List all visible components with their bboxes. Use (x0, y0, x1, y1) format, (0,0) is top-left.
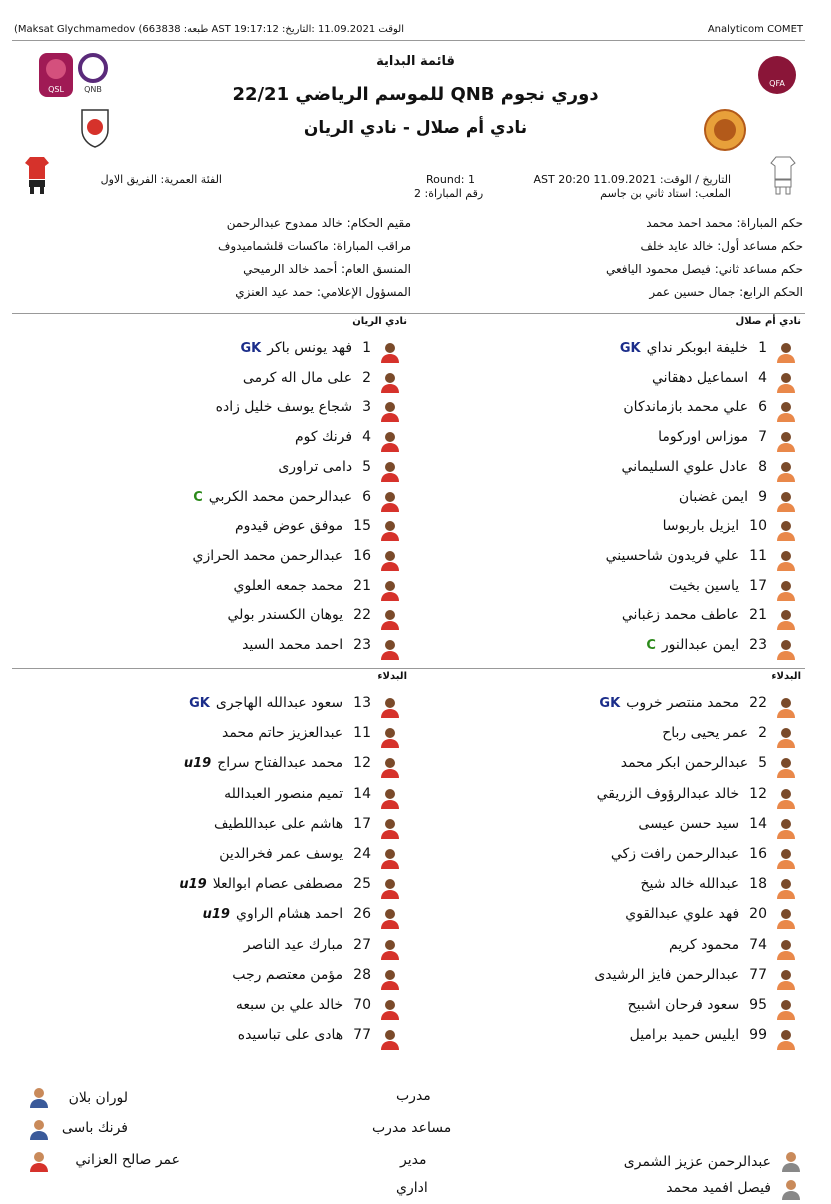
player-entry (234, 578, 371, 594)
player-avatar-icon (379, 998, 401, 1020)
player-number: 12 (749, 785, 767, 802)
player-row (0, 722, 831, 752)
player-tag: GK (189, 696, 210, 711)
player-entry (236, 997, 371, 1013)
player-entry (244, 937, 371, 953)
player-row (0, 634, 831, 664)
player-avatar-icon (379, 371, 401, 393)
player-entry (189, 695, 371, 711)
player-entry (224, 786, 371, 802)
match-venue: الملعب: استاد ثاني بن جاسم (600, 187, 731, 200)
player-row (0, 873, 831, 903)
player-number: 16 (353, 547, 371, 564)
player-number: 4 (758, 369, 767, 386)
player-number: 23 (353, 637, 371, 653)
home-kit-icon (770, 155, 796, 195)
player-avatar-icon (379, 608, 401, 630)
player-number: 20 (749, 906, 767, 923)
player-number: 1 (758, 340, 767, 356)
qsl-logo-text: QSL (48, 85, 64, 94)
staff-name: عمر صالح العزاني (75, 1152, 180, 1168)
qnb-logo-text: QNB (84, 85, 102, 94)
match-round: Round: 1 (426, 173, 476, 186)
top-divider (12, 40, 805, 41)
player-entry (214, 816, 371, 832)
player-name: احمد محمد السيد (242, 637, 344, 653)
qfa-logo-text: QFA (769, 79, 785, 88)
player-name: مؤمن معتصم رجب (232, 966, 344, 983)
player-name: موفق عوض قيدوم (234, 518, 344, 535)
player-number: 70 (353, 997, 371, 1013)
player-name: فهد يونس باكر (267, 340, 353, 356)
subs-divider (12, 668, 805, 669)
player-entry (232, 967, 371, 983)
player-name: موزاس اوركوما (658, 429, 749, 446)
player-name: خليفة ابوبكر نداي (646, 340, 749, 356)
player-name: سعود فرحان اشبيح (627, 997, 740, 1013)
player-avatar-icon (379, 1028, 401, 1050)
player-number: 22 (353, 607, 371, 624)
official-entry: مقيم الحكام: خالد ممدوح عبدالرحمن (226, 216, 411, 230)
player-number: 11 (353, 725, 371, 742)
player-name: محمود كريم (669, 936, 740, 953)
player-avatar-icon (379, 726, 401, 748)
player-avatar-icon (379, 400, 401, 422)
player-name: فرنك كوم (294, 429, 353, 446)
player-avatar-icon (379, 549, 401, 571)
away-kit-icon (24, 155, 50, 195)
player-row (0, 813, 831, 843)
player-number: 95 (749, 997, 767, 1013)
staff-role: مساعد مدرب (372, 1120, 452, 1136)
player-number: 77 (353, 1027, 371, 1044)
player-name: محمد عبدالفتاح سراج (217, 755, 344, 772)
staff-name: عبدالرحمن عزيز الشمرى (623, 1154, 771, 1170)
player-number: 5 (362, 458, 371, 475)
coach-avatar-icon (28, 1086, 50, 1112)
player-name: اسماعيل دهقاني (651, 369, 749, 386)
player-name: ايمن غضبان (678, 488, 749, 505)
player-name: ياسين بخيت (669, 577, 740, 594)
player-row (0, 903, 831, 933)
player-avatar-icon (379, 460, 401, 482)
team-divider (12, 313, 805, 314)
player-row (0, 367, 831, 397)
match-number: رقم المباراة: 2 (414, 187, 484, 200)
player-number: 99 (749, 1027, 767, 1044)
player-entry (184, 755, 371, 771)
player-name: عبدالرحمن رافت زكي (610, 846, 740, 862)
player-avatar-icon (379, 341, 401, 363)
match-datetime: التاريخ / الوقت: AST 20:20 11.09.2021 (533, 173, 731, 186)
player-avatar-icon (379, 817, 401, 839)
player-number: 24 (353, 846, 371, 862)
away-team-label: نادي الريان (352, 316, 407, 327)
player-number: 21 (353, 577, 371, 594)
player-tag: GK (240, 341, 262, 356)
player-number: 3 (362, 399, 371, 416)
official-entry: حكم المباراة: محمد احمد محمد (646, 216, 803, 230)
player-entry (278, 459, 371, 475)
player-entry (242, 637, 371, 653)
player-row (0, 515, 831, 545)
staff-role: اداري (396, 1180, 428, 1196)
player-name: عبدالله خالد شيخ (640, 876, 740, 893)
player-name: عاطف محمد زغباني (621, 607, 740, 624)
player-number: 14 (749, 815, 767, 832)
player-entry (227, 607, 371, 623)
player-name: مصطفى عصام ابوالعلا (212, 876, 344, 893)
player-entry (295, 429, 371, 445)
print-bar (0, 0, 831, 40)
player-name: هاشم على عبداللطيف (214, 815, 344, 832)
player-row (0, 994, 831, 1024)
player-row (0, 575, 831, 605)
player-name: خالد علي بن سبعه (235, 997, 344, 1013)
player-name: خالد عبدالرؤوف الزريقي (596, 785, 740, 802)
official-entry: الحكم الرابع: جمال حسين عمر (649, 285, 803, 299)
player-row (0, 545, 831, 575)
home-staff-avatar-icon (780, 1178, 802, 1204)
player-name: عمر يحيى رباح (662, 725, 749, 742)
player-row (0, 426, 831, 456)
league-title: دوري نجوم QNB للموسم الرياضي 22/21 (232, 84, 599, 105)
player-row (0, 964, 831, 994)
player-name: تميم منصور العبدالله (224, 785, 344, 802)
player-row (0, 486, 831, 516)
brand-name: Analyticom COMET (707, 24, 803, 35)
player-number: 5 (758, 755, 767, 772)
player-entry (238, 1027, 371, 1043)
player-number: 22 (749, 695, 767, 711)
player-avatar-icon (379, 430, 401, 452)
player-number: 1 (362, 340, 371, 356)
player-name: عادل علوي السليماني (621, 458, 749, 475)
official-entry: حكم مساعد ثاني: فيصل محمود اليافعي (605, 262, 803, 276)
official-entry: المسؤول الإعلامي: حمد عيد العنزي (235, 285, 411, 299)
player-avatar-icon (379, 756, 401, 778)
player-name: محمد منتصر خروب (626, 695, 740, 711)
player-number: 11 (749, 547, 767, 564)
player-name: علي محمد بازماندكان (623, 399, 749, 416)
player-number: 2 (758, 725, 767, 742)
player-row (0, 604, 831, 634)
player-tag: GK (619, 341, 641, 356)
player-number: 18 (749, 876, 767, 893)
player-entry (241, 340, 372, 356)
player-avatar-icon (379, 938, 401, 960)
staff-role: مدير (400, 1152, 427, 1168)
player-name: مبارك عيد الناصر (243, 936, 344, 953)
player-number: 25 (353, 876, 371, 893)
player-name: على مال اله كرمى (242, 369, 353, 386)
player-number: 28 (353, 966, 371, 983)
player-avatar-icon (379, 787, 401, 809)
player-avatar-icon (379, 490, 401, 512)
player-number: 4 (362, 429, 371, 446)
player-name: ايزيل باربوسا (662, 518, 740, 535)
home-subs-label: البدلاء (771, 671, 801, 682)
player-number: 6 (758, 399, 767, 416)
page-title: قائمة البداية (376, 54, 455, 69)
player-name: عبدالرحمن محمد الحرازي (192, 547, 344, 564)
fixture-title: نادي أم صلال - نادي الريان (303, 118, 528, 138)
player-name: يوهان الكسندر بولي (227, 607, 344, 624)
staff-name: فيصل افميد محمد (666, 1180, 771, 1196)
player-number: 2 (362, 369, 371, 386)
player-number: 8 (758, 458, 767, 475)
player-name: ايليس حميد براميل (629, 1027, 740, 1044)
official-entry: المنسق العام: أحمد خالد الرميحي (243, 262, 411, 276)
staff-name: فرنك باسى (61, 1120, 128, 1136)
home-manager-avatar-icon (780, 1150, 802, 1176)
player-number: 17 (749, 577, 767, 594)
player-row (0, 843, 831, 873)
player-number: 12 (353, 755, 371, 772)
player-number: 9 (758, 488, 767, 505)
player-entry (193, 548, 371, 564)
player-tag: C (193, 489, 203, 505)
player-tag: u19 (179, 877, 207, 893)
player-tag: u19 (202, 907, 230, 923)
player-row (0, 456, 831, 486)
player-row (0, 752, 831, 782)
player-number: 23 (749, 637, 767, 653)
official-entry: مراقب المباراة: ماكسات قلشماميدوف (217, 239, 411, 253)
player-number: 26 (353, 906, 371, 923)
player-tag: GK (599, 696, 621, 711)
player-entry (243, 370, 371, 386)
print-info: (Maksat Glychmamedov (663838 :طبعه AST 19:17:12 :الوقت 11.09.2021 :التاريخ (14, 24, 404, 35)
player-name: سعود عبدالله الهاجرى (215, 695, 344, 711)
player-row (0, 1024, 831, 1054)
player-number: 27 (353, 936, 371, 953)
player-name: ايمن عبدالنور (661, 637, 740, 653)
player-avatar-icon (379, 968, 401, 990)
player-name: شجاع يوسف خليل زاده (215, 399, 353, 416)
assistant-coach-avatar-icon (28, 1118, 50, 1144)
player-avatar-icon (379, 877, 401, 899)
player-number: 21 (749, 607, 767, 624)
player-avatar-icon (379, 907, 401, 929)
player-entry (222, 725, 371, 741)
player-number: 16 (749, 846, 767, 862)
official-entry: حكم مساعد أول: خالد عايد خلف (640, 239, 803, 253)
player-name: عبدالرحمن فايز الرشيدى (594, 966, 740, 983)
player-avatar-icon (379, 696, 401, 718)
away-subs-label: البدلاء (377, 671, 407, 682)
player-entry (203, 906, 371, 922)
player-tag: C (646, 638, 656, 653)
player-name: دامى تراورى (278, 458, 353, 475)
home-team-label: نادي أم صلال (735, 316, 801, 327)
player-name: فهد علوي عبدالقوي (625, 906, 740, 923)
player-avatar-icon (379, 847, 401, 869)
age-group: الفئة العمرية: الفريق الاول (100, 173, 222, 186)
player-avatar-icon (379, 519, 401, 541)
player-number: 6 (362, 488, 371, 505)
player-row (0, 396, 831, 426)
player-number: 10 (749, 518, 767, 535)
staff-role: مدرب (396, 1088, 431, 1104)
player-name: عبدالعزيز حاتم محمد (221, 725, 344, 742)
player-name: سيد حسن عيسى (638, 815, 740, 832)
player-name: احمد هشام الراوي (235, 906, 344, 923)
player-number: 17 (353, 815, 371, 832)
player-name: علي فريدون شاحسيني (605, 547, 740, 564)
player-avatar-icon (379, 579, 401, 601)
player-entry (219, 846, 371, 862)
player-number: 74 (749, 936, 767, 953)
player-number: 15 (353, 518, 371, 535)
player-tag: u19 (183, 756, 212, 772)
staff-name: لوران بلان (68, 1090, 128, 1106)
player-row (0, 783, 831, 813)
player-row (0, 934, 831, 964)
player-entry (235, 518, 371, 534)
player-name: هادى على تباسيده (237, 1027, 344, 1044)
player-name: عبدالرحمن محمد الكربي (208, 488, 353, 505)
player-entry (179, 876, 371, 892)
player-row (0, 337, 831, 367)
player-number: 13 (353, 695, 371, 711)
player-name: عبدالرحمن ابكر محمد (620, 755, 749, 772)
player-number: 77 (749, 966, 767, 983)
player-avatar-icon (379, 638, 401, 660)
manager-avatar-icon (28, 1150, 50, 1176)
player-row (0, 692, 831, 722)
player-number: 7 (758, 429, 767, 446)
player-number: 14 (353, 785, 371, 802)
player-entry (193, 489, 371, 505)
player-entry (216, 399, 371, 415)
player-name: محمد جمعه العلوي (233, 577, 344, 594)
player-name: يوسف عمر فخرالدين (219, 846, 344, 862)
